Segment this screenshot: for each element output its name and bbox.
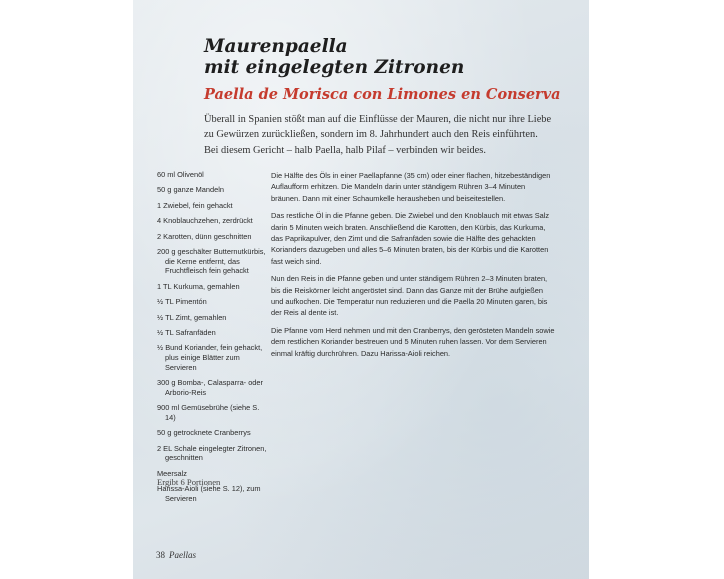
ingredient-item: ½ TL Zimt, gemahlen: [157, 312, 227, 322]
ingredient-item: ½ TL Safranfäden: [157, 327, 216, 337]
recipe-yield: Ergibt 6 Portionen: [157, 477, 221, 487]
recipe-subtitle: Paella de Morisca con Limones en Conserva: [204, 86, 561, 103]
ingredient-item: 1 Zwiebel, fein gehackt: [157, 200, 233, 210]
ingredient-item: 2 Karotten, dünn geschnitten: [157, 231, 252, 241]
recipe-page: [133, 0, 589, 579]
ingredient-item: Harissa-Aioli (siehe S. 12), zum Servieren: [157, 484, 261, 503]
method-step: Die Hälfte des Öls in einer Paellapfanne (35 cm) oder einer flachen, hitzebeständigen Auflaufform erhitzen. Die Mandeln darin unter ständigem Rühren 3–4 Minuten bräunen. Dann mit einer Schaumkelle herausheben und beiseitestellen.: [271, 171, 551, 203]
ingredient-item: ½ TL Pimentón: [157, 297, 207, 307]
ingredient-item: 4 Knoblauchzehen, zerdrückt: [157, 216, 253, 226]
method-steps: [271, 170, 556, 365]
method-step: Das restliche Öl in die Pfanne geben. Die Zwiebel und den Knoblauch mit etwas Salz darin 5 Minuten weich braten. Anschließend die Karotten, den Kürbis, das Kurkuma, das Paprikapulver, den Zimt und die Safranfäden sowie die Hälfte des gehackten Korianders dazugeben und alles 5–6 Minuten braten, bis der Kürbis und die Karotten fast weich sind.: [271, 211, 550, 266]
recipe-title: [204, 36, 464, 78]
method-step: Nun den Reis in die Pfanne geben und unter ständigem Rühren 2–3 Minuten braten, bis die Reiskörner leicht angeröstet sind. Dann das Ganze mit der Brühe aufgießen und aufkochen. Die Temperatur nun reduzieren und die Paella 20 Minuten garen, bis der Reis al dente ist.: [271, 274, 548, 318]
recipe-intro: Überall in Spanien stößt man auf die Einflüsse der Mauren, die nicht nur ihre Liebe zu Gewürzen zurückließen, sondern im 8. Jahrhundert auch den Reis einführten. Bei diesem Gericht – halb Paella, halb Pilaf – verbinden wir beides.: [204, 114, 552, 156]
ingredient-item: 50 g getrocknete Cranberrys: [157, 428, 251, 438]
page-footer: [156, 550, 196, 560]
method-step: Die Pfanne vom Herd nehmen und mit den Cranberrys, den gerösteten Mandeln sowie dem restlichen Koriander bestreuen und 5 Minuten ruhen lassen. Vor dem Servieren einmal kräftig durchrühren. Dazu Harissa-Aioli reichen.: [271, 325, 555, 358]
section-name: Paellas: [169, 550, 196, 560]
ingredient-item: ½ Bund Koriander, fein gehackt, plus einige Blätter zum Servieren: [157, 343, 263, 372]
ingredient-item: 2 EL Schale eingelegter Zitronen, geschnitten: [157, 443, 267, 463]
ingredient-list: [157, 170, 269, 509]
page-number: 38: [156, 550, 165, 560]
ingredient-item: 60 ml Olivenöl: [157, 170, 204, 179]
ingredient-item: 1 TL Kurkuma, gemahlen: [157, 281, 240, 291]
ingredient-item: 900 ml Gemüsebrühe (siehe S. 14): [157, 403, 260, 422]
ingredient-item: 300 g Bomba-, Calasparra- oder Arborio-Reis: [157, 378, 263, 397]
recipe-title-line-2: mit eingelegten Zitronen: [204, 57, 465, 78]
recipe-title-line-1: Maurenpaella: [204, 36, 348, 57]
ingredient-item: Meersalz: [157, 468, 187, 478]
ingredient-item: 200 g geschälter Butternutkürbis, die Kerne entfernt, das Fruchtfleisch fein gehackt: [157, 246, 266, 276]
ingredient-item: 50 g ganze Mandeln: [157, 185, 224, 195]
